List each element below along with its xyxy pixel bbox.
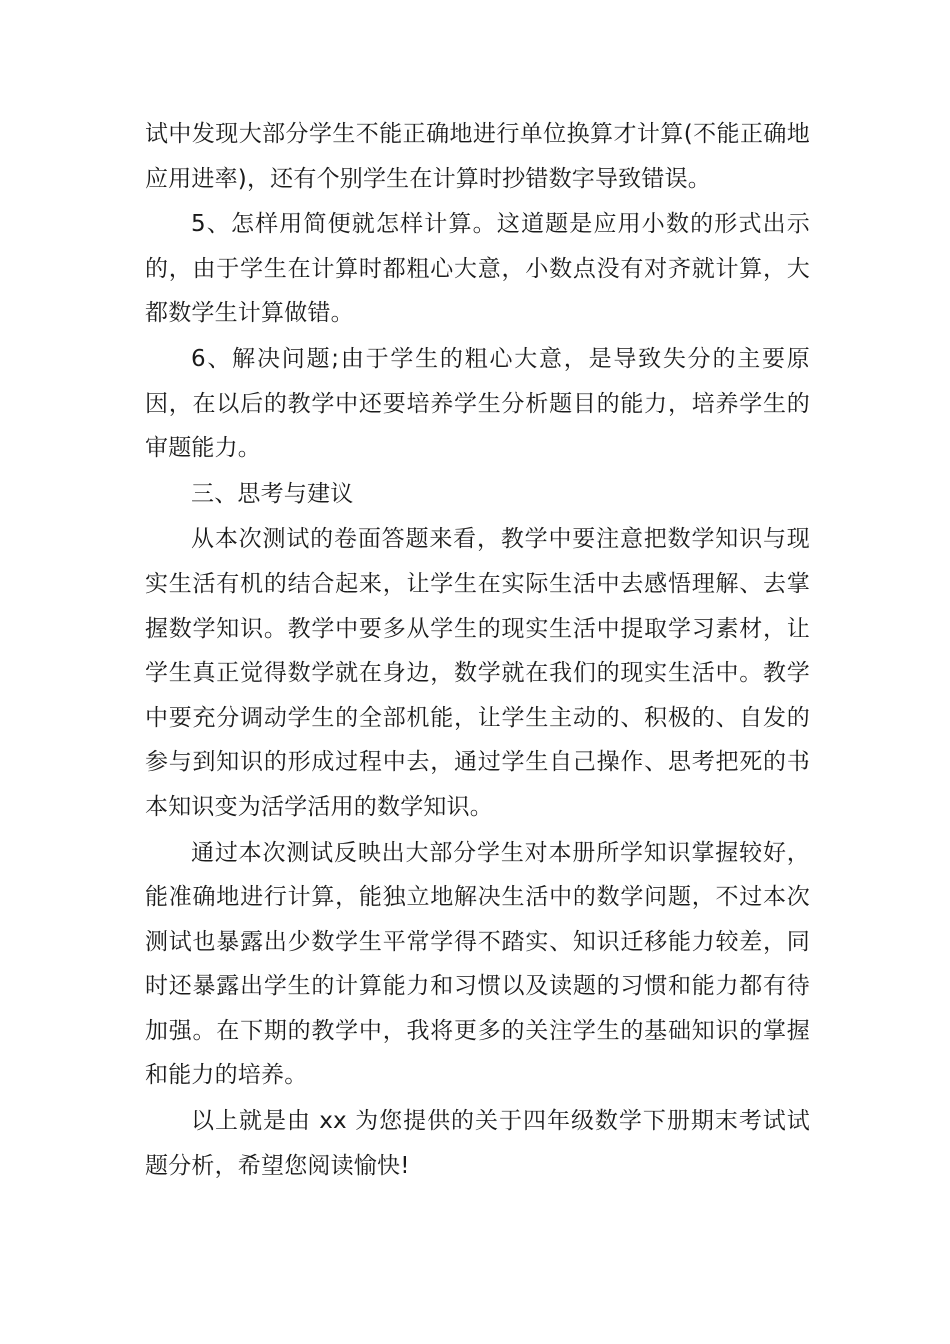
paragraph-item-5: 5、怎样用简便就怎样计算。这道题是应用小数的形式出示的，由于学生在计算时都粗心大意，小数点没有对齐就计算，大都数学生计算做错。 bbox=[145, 211, 810, 327]
document-body bbox=[145, 112, 810, 1188]
section-heading-reflection: 三、思考与建议 bbox=[191, 480, 354, 507]
paragraph-continuation: 试中发现大部分学生不能正确地进行单位换算才计算(不能正确地应用进率)，还有个别学生在计算时抄错数字导致错误。 bbox=[145, 121, 810, 192]
paragraph-closing: 以上就是由 xx 为您提供的关于四年级数学下册期末考试试题分析，希望您阅读愉快! bbox=[145, 1108, 810, 1179]
paragraph-suggestion-1: 从本次测试的卷面答题来看，教学中要注意把数学知识与现实生活有机的结合起来，让学生在实际生活中去感悟理解、去掌握数学知识。教学中要多从学生的现实生活中提取学习素材，让学生真正觉得数学就在身边，数学就在我们的现实生活中。教学中要充分调动学生的全部机能，让学生主动的、积极的、自发的参与到知识的形成过程中去，通过学生自己操作、思考把死的书本知识变为活学活用的数学知识。 bbox=[145, 526, 810, 820]
paragraph-item-6: 6、解决问题;由于学生的粗心大意，是导致失分的主要原因，在以后的教学中还要培养学生分析题目的能力，培养学生的审题能力。 bbox=[145, 345, 810, 462]
paragraph-suggestion-2: 通过本次测试反映出大部分学生对本册所学知识掌握较好，能准确地进行计算，能独立地解决生活中的数学问题，不过本次测试也暴露出少数学生平常学得不踏实、知识迁移能力较差，同时还暴露出学生的计算能力和习惯以及读题的习惯和能力都有待加强。在下期的教学中，我将更多的关注学生的基础知识的掌握和能力的培养。 bbox=[145, 839, 810, 1089]
